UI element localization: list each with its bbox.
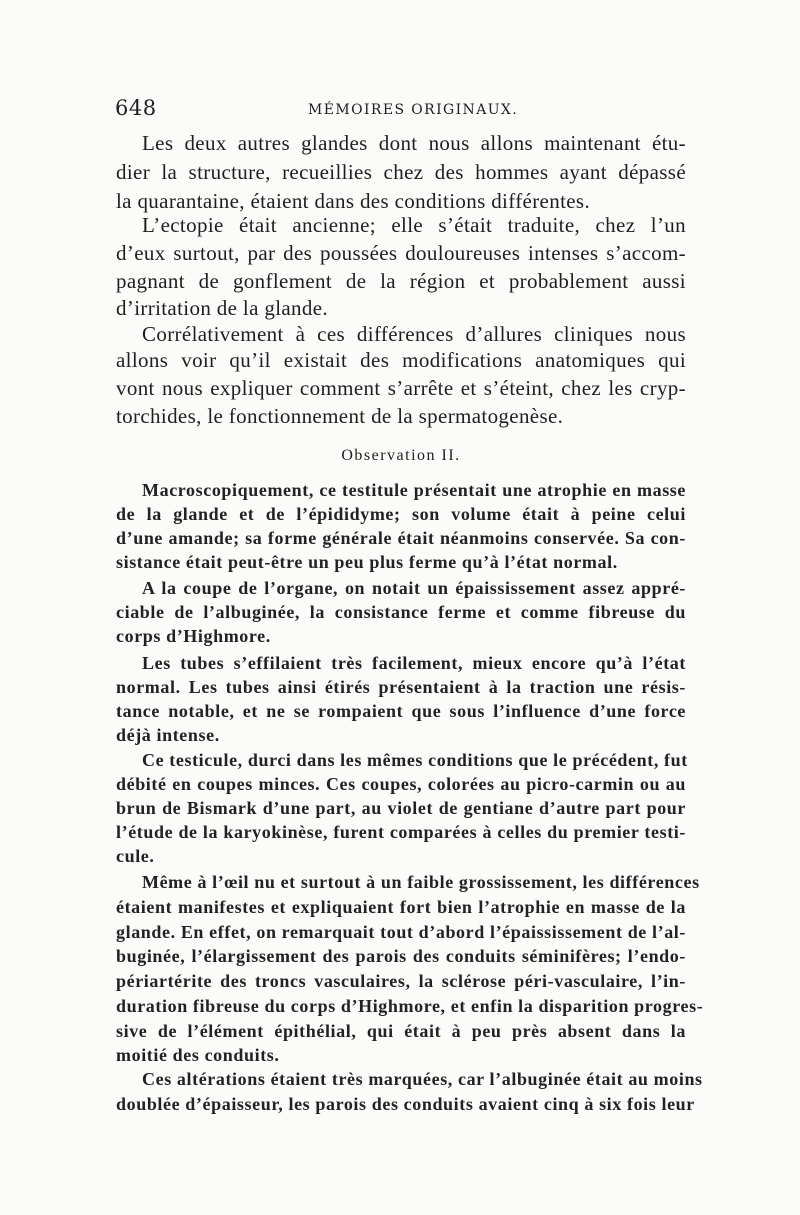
text-line: Macroscopiquement, ce testitule présentait une atrophie en masse [142, 480, 686, 500]
text-line: périartérite des troncs vasculaires, la sclérose péri-vasculaire, l’in- [116, 971, 686, 991]
text-line: déjà intense. [116, 725, 220, 745]
text-line: corps d’Highmore. [116, 626, 271, 646]
text-line: glande. En effet, on remarquait tout d’abord l’épaississement de l’al- [116, 922, 686, 942]
text-line: ciable de l’albuginée, la consistance ferme et comme fibreuse du [116, 602, 686, 622]
text-line: vont nous expliquer comment s’arrête et s’éteint, chez les cryp- [116, 376, 686, 400]
text-line: étaient manifestes et expliquaient fort bien l’atrophie en masse de la [116, 897, 686, 917]
page-header [115, 96, 690, 126]
text-line: dier la structure, recueillies chez des hommes ayant dépassé [116, 160, 686, 184]
text-line: moitié des conduits. [116, 1045, 280, 1065]
text-line: A la coupe de l’organe, on notait un épaississement assez appré- [142, 578, 686, 598]
text-line: d’eux surtout, par des poussées douloureuses intenses s’accom- [116, 241, 686, 265]
text-line: brun de Bismark d’une part, au violet de gentiane d’autre part pour [116, 798, 686, 818]
text-line: tance notable, et ne se rompaient que sous l’influence d’une force [116, 701, 686, 721]
text-line: L’ectopie était ancienne; elle s’était traduite, chez l’un [142, 213, 686, 237]
text-line: doublée d’épaisseur, les parois des conduits avaient cinq à six fois leur [116, 1094, 695, 1114]
text-line: buginée, l’élargissement des parois des conduits séminifères; l’endo- [116, 946, 686, 966]
text-line: de la glande et de l’épididyme; son volume était à peine celui [116, 504, 686, 524]
text-line: duration fibreuse du corps d’Highmore, et enfin la disparition progres- [116, 996, 704, 1016]
text-line: torchides, le fonctionnement de la spermatogenèse. [116, 404, 564, 428]
text-line: Ce testicule, durci dans les mêmes conditions que le précédent, fut [142, 750, 688, 770]
text-line: allons voir qu’il existait des modifications anatomiques qui [116, 348, 686, 372]
text-line: d’irritation de la glande. [116, 296, 329, 320]
text-line: Même à l’œil nu et surtout à un faible grossissement, les différences [142, 872, 700, 892]
running-head: MÉMOIRES ORIGINAUX. [308, 102, 519, 118]
text-line: pagnant de gonflement de la région et probablement aussi [116, 269, 686, 293]
text-line: d’une amande; sa forme générale était néanmoins conservée. Sa con- [116, 528, 686, 548]
text-line: sistance était peut-être un peu plus ferme qu’à l’état normal. [116, 552, 618, 572]
text-line: sive de l’élément épithélial, qui était à peu près absent dans la [116, 1021, 686, 1041]
text-line: cule. [116, 846, 155, 866]
text-line: Les deux autres glandes dont nous allons maintenant étu- [142, 131, 686, 155]
page-number: 648 [115, 96, 157, 120]
text-line: débité en coupes minces. Ces coupes, colorées au picro-carmin ou au [116, 774, 686, 794]
text-line: la quarantaine, étaient dans des conditions différentes. [116, 189, 591, 213]
text-line: Les tubes s’effilaient très facilement, mieux encore qu’à l’état [142, 653, 686, 673]
text-line: l’étude de la karyokinèse, furent comparées à celles du premier testi- [116, 822, 686, 842]
observation-heading: Observation II. [341, 447, 461, 464]
text-line: Corrélativement à ces différences d’allures cliniques nous [142, 322, 686, 346]
text-line: Ces altérations étaient très marquées, car l’albuginée était au moins [142, 1069, 703, 1089]
text-line: normal. Les tubes ainsi étirés présentaient à la traction une résis- [116, 677, 686, 697]
